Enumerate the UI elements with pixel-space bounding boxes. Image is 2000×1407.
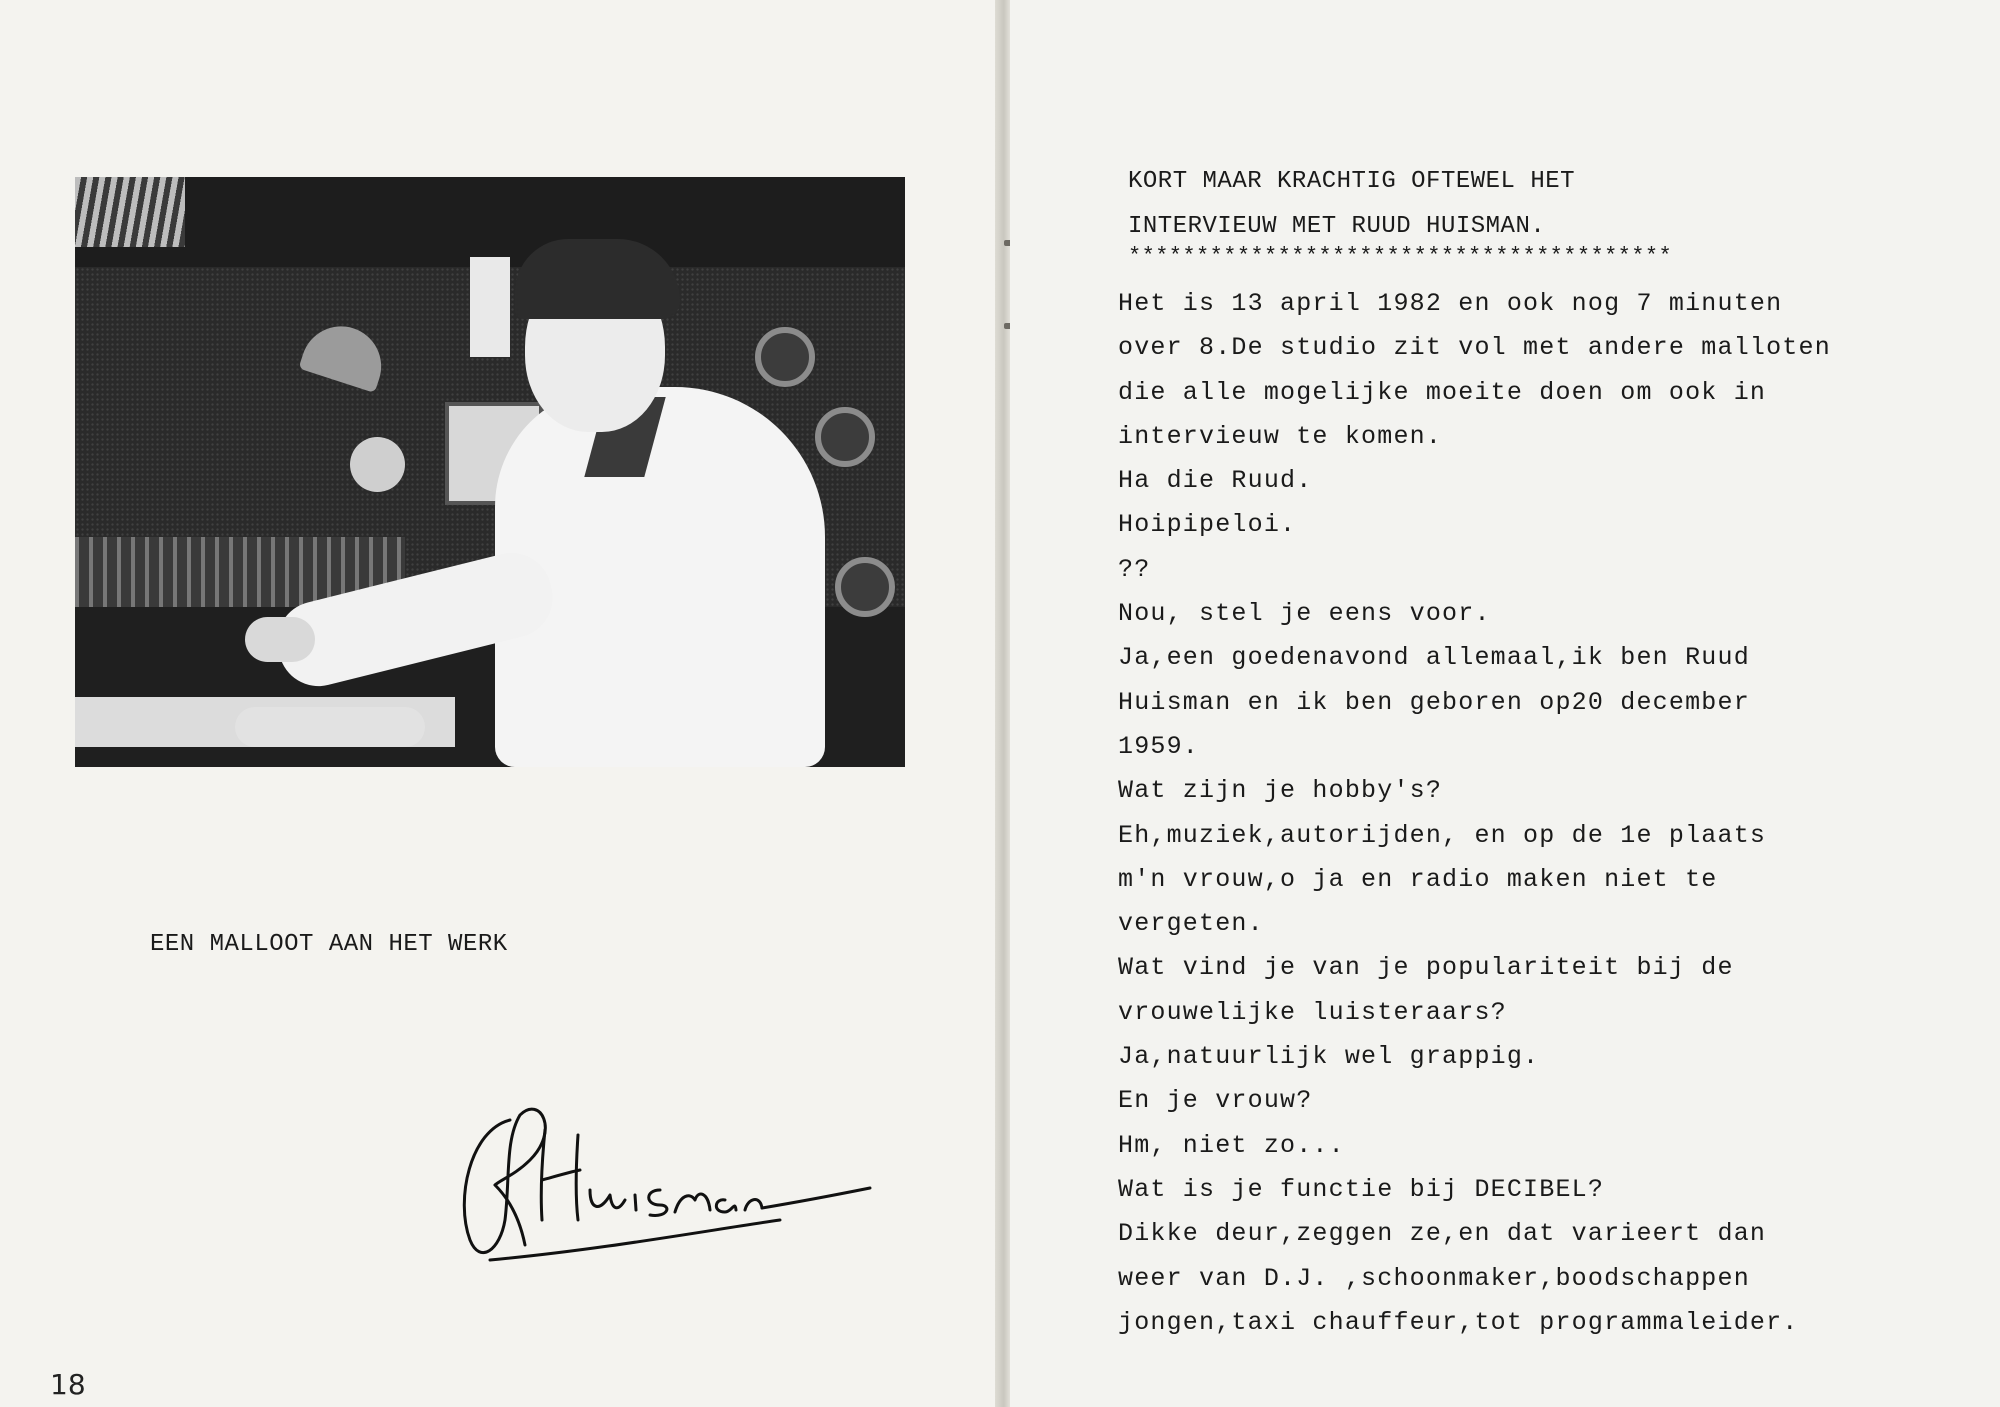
- interview-line: m'n vrouw,o ja en radio maken niet te: [1118, 864, 1718, 894]
- article-title-line-1: KORT MAAR KRACHTIG OFTEWEL HET: [1128, 168, 1576, 195]
- photo-person-hand: [235, 707, 425, 747]
- interview-line: Hm, niet zo...: [1118, 1130, 1345, 1160]
- interview-line: over 8.De studio zit vol met andere malloten: [1118, 333, 1831, 363]
- article-title-line-2: INTERVIEUW MET RUUD HUISMAN.: [1128, 213, 1546, 240]
- interview-line: die alle mogelijke moeite doen om ook in: [1118, 377, 1767, 407]
- interview-line: Wat zijn je hobby's?: [1118, 776, 1443, 806]
- interview-line: Wat is je functie bij DECIBEL?: [1118, 1174, 1605, 1204]
- interview-line: Ha die Ruud.: [1118, 466, 1313, 496]
- interview-line: ??: [1118, 554, 1151, 584]
- photo-tape-reel: [835, 557, 895, 617]
- interview-line: Ja,natuurlijk wel grappig.: [1118, 1042, 1540, 1072]
- photo-microphone: [350, 437, 405, 492]
- interview-line: vrouwelijke luisteraars?: [1118, 997, 1507, 1027]
- interview-line: Ja,een goedenavond allemaal,ik ben Ruud: [1118, 643, 1750, 673]
- interview-line: jongen,taxi chauffeur,tot programmaleider.: [1118, 1307, 1799, 1337]
- interview-line: Het is 13 april 1982 en ook nog 7 minuten: [1118, 289, 1783, 318]
- interview-line: Eh,muziek,autorijden, en op de 1e plaats: [1118, 820, 1767, 850]
- photo-lamp: [298, 316, 391, 393]
- interview-line: Huisman en ik ben geboren op20 december: [1118, 687, 1750, 717]
- interview-line: Nou, stel je eens voor.: [1118, 599, 1491, 629]
- interview-line: Hoipipeloi.: [1118, 510, 1297, 540]
- interview-line: vergeten.: [1118, 909, 1264, 939]
- photo-person-hand: [245, 617, 315, 662]
- interview-line: intervieuw te komen.: [1118, 421, 1443, 451]
- interview-line: weer van D.J. ,schoonmaker,boodschappen: [1118, 1263, 1750, 1293]
- photo-shelf: [75, 177, 905, 267]
- title-separator: ****************************************: [1128, 244, 1673, 269]
- photo-person-hair: [515, 239, 680, 319]
- photo-tape-reel: [815, 407, 875, 467]
- page-number: 18: [50, 1368, 86, 1401]
- interview-text: [1118, 282, 1958, 1345]
- photo-records: [75, 177, 185, 247]
- studio-photo: [75, 177, 905, 767]
- interview-line: Dikke deur,zeggen ze,en dat varieert dan: [1118, 1219, 1767, 1249]
- interview-line: Wat vind je van je populariteit bij de: [1118, 953, 1734, 983]
- photo-caption: EEN MALLOOT AAN HET WERK: [150, 931, 508, 958]
- interview-line: 1959.: [1118, 731, 1200, 761]
- interview-line: En je vrouw?: [1118, 1086, 1313, 1116]
- photo-tape-reel: [755, 327, 815, 387]
- signature-image: [450, 1100, 880, 1270]
- photo-sign: [470, 257, 510, 357]
